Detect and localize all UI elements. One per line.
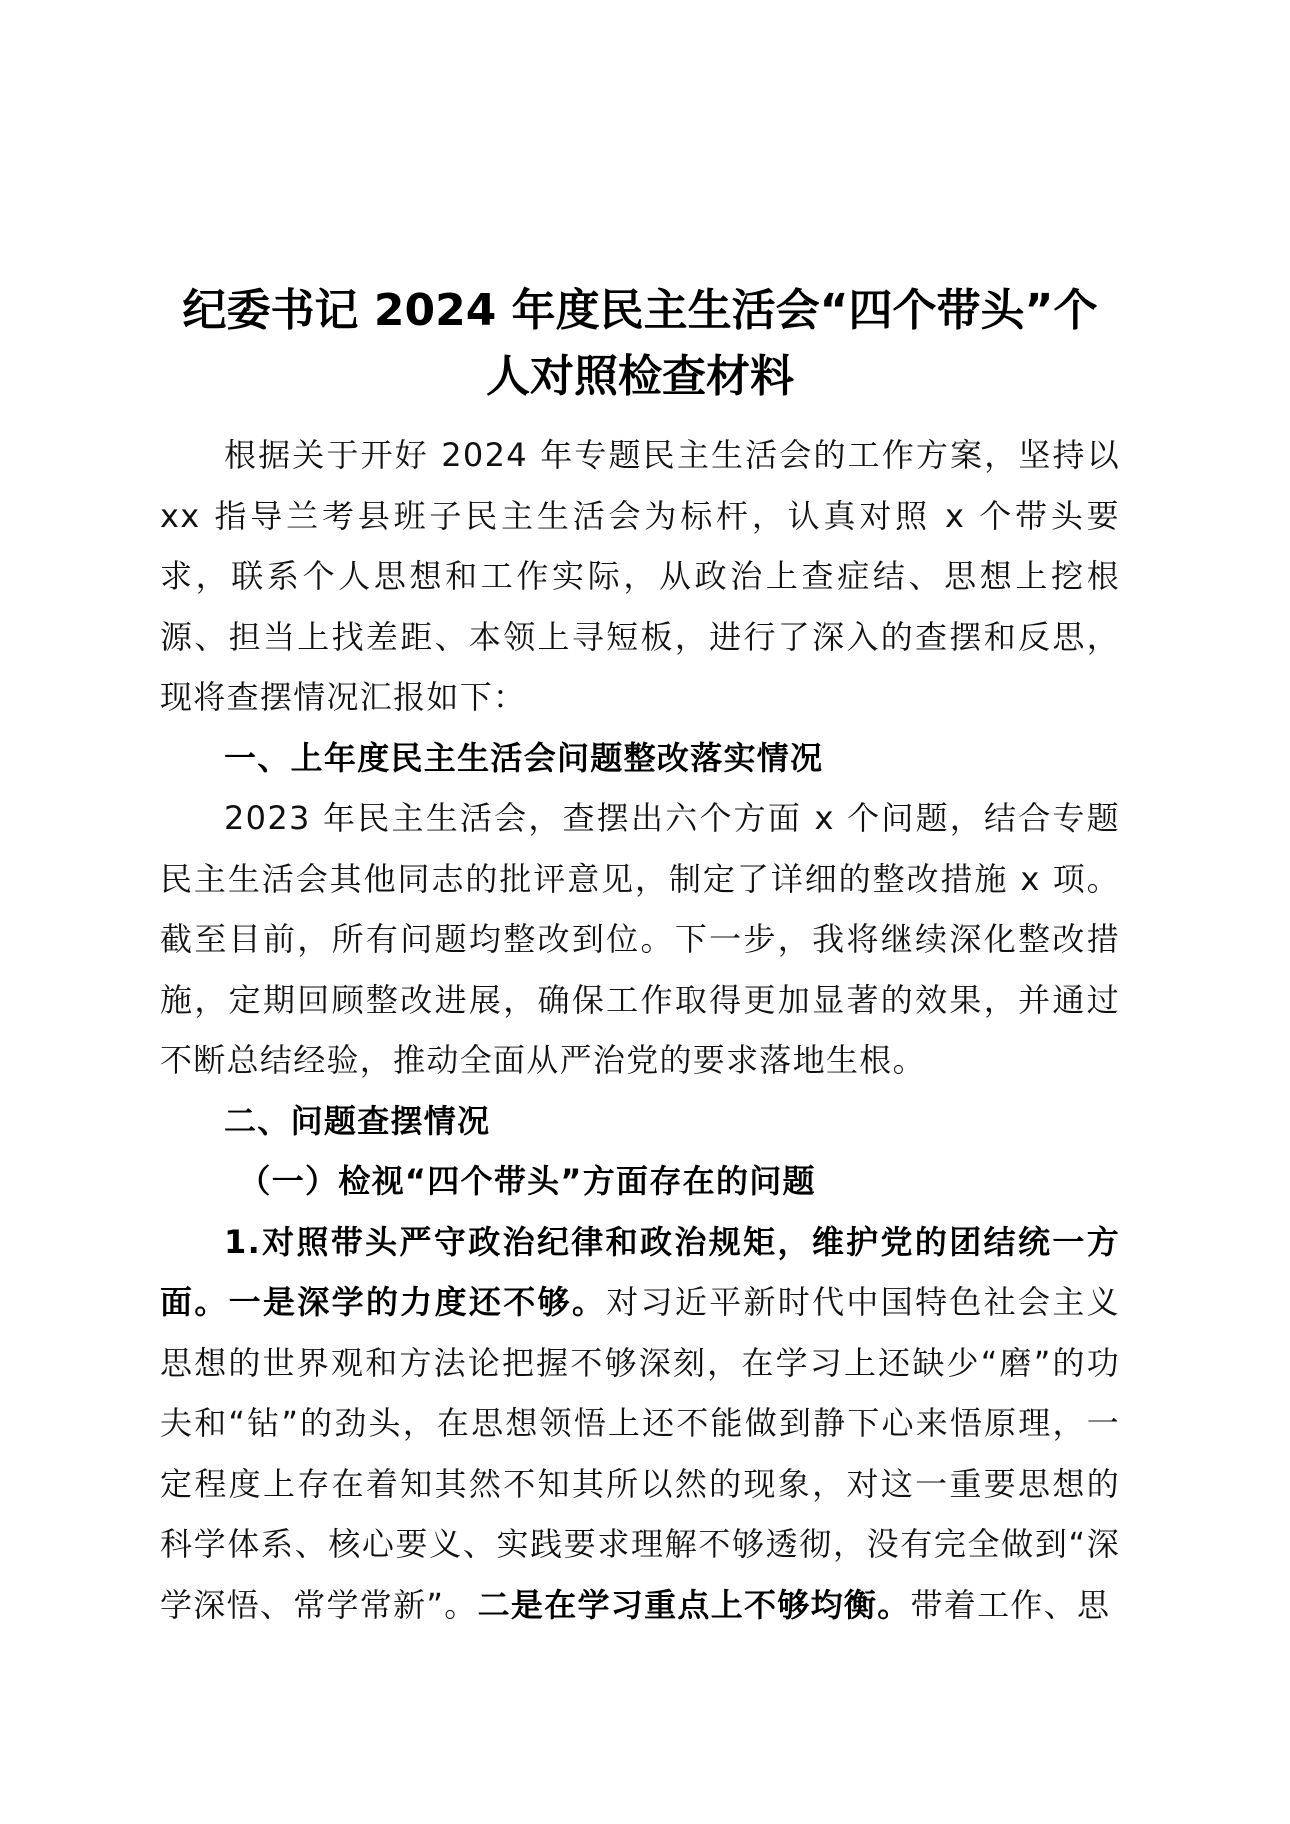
item-1-paragraph [160, 1212, 1120, 1636]
document-body [160, 425, 1120, 1635]
item-1-lead: 1.对照带头严守政治纪律和政治规矩，维护党的团结统一方面。 [160, 1222, 1120, 1321]
document-title-line-2: 人对照检查材料 [486, 351, 794, 402]
section-2-subheading: （一）检视“四个带头”方面存在的问题 [238, 1162, 816, 1200]
document-title [160, 278, 1120, 410]
item-1-point-2-heading: 二是在学习重点上不够均衡。 [477, 1585, 911, 1624]
item-1-point-1-text: 对习近平新时代中国特色社会主义思想的世界观和方法论把握不够深刻，在学习上还缺少“磨”的功夫和“钻”的劲头，在思想领悟上还不能做到静下心来悟原理，一定程度上存在着知其然不知其所以然的现象，对这一重要思想的科学体系、核心要义、实践要求理解不够透彻，没有完全做到“深学深悟、常学常新”。 [160, 1283, 1120, 1624]
item-1-point-2-text: 带着工作、思 [910, 1585, 1111, 1624]
section-2-heading: 二、问题查摆情况 [224, 1101, 491, 1140]
item-1-point-1-heading: 一是深学的力度还不够。 [228, 1283, 607, 1321]
section-1-heading: 一、上年度民主生活会问题整改落实情况 [224, 738, 824, 777]
section-1-paragraph: 2023 年民主生活会，查摆出六个方面 x 个问题，结合专题民主生活会其他同志的批评意见，制定了详细的整改措施 x 项。截至目前，所有问题均整改到位。下一步，我将继续深化整改措施，定期回顾整改进展，确保工作取得更加显著的效果，并通过不断总结经验，推动全面从严治党的要求落地生根。 [160, 799, 1120, 1079]
document-title-line-1: 纪委书记 2024 年度民主生活会“四个带头”个 [182, 285, 1098, 336]
intro-paragraph: 根据关于开好 2024 年专题民主生活会的工作方案，坚持以 xx 指导兰考县班子民主生活会为标杆，认真对照 x 个带头要求，联系个人思想和工作实际，从政治上查症结、思想上挖根源、担当上找差距、本领上寻短板，进行了深入的查摆和反思，现将查摆情况汇报如下： [160, 436, 1120, 716]
